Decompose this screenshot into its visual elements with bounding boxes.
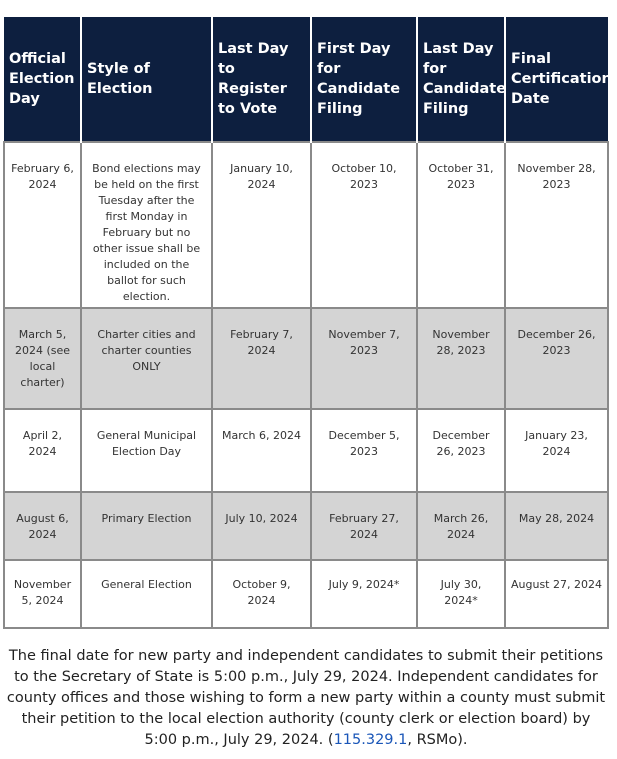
table-cell: Bond elections may be held on the first Tuesday after the first Monday in February but no other issue shall be included on the ballot for such election.: [81, 142, 212, 308]
table-cell: November 5, 2024: [4, 560, 81, 628]
table-header-row: [4, 17, 608, 142]
table-cell: General Municipal Election Day: [81, 409, 212, 492]
table-cell: February 7, 2024: [212, 308, 311, 409]
table-cell: February 27, 2024: [311, 492, 417, 560]
table-cell: January 10, 2024: [212, 142, 311, 308]
table-cell: November 28, 2023: [505, 142, 608, 308]
table-cell: Primary Election: [81, 492, 212, 560]
note-text-end: , RSMo).: [407, 732, 468, 748]
table-cell: December 26, 2023: [417, 409, 505, 492]
table-cell: March 26, 2024: [417, 492, 505, 560]
table-cell: February 6, 2024: [4, 142, 81, 308]
note-text: The final date for new party and independent candidates to submit their petitions to the Secretary of State is 5:00 p.m., July 29, 2024. Independent candidates for county offices and those wishing to form a new party within a county must submit their petition to the local election authority (county clerk or election board) by 5:00 p.m., July 29, 2024. (: [6, 648, 606, 748]
header-final-certification-date: Final Certification Date: [505, 17, 608, 142]
table-cell: July 30, 2024*: [417, 560, 505, 628]
table-row: [4, 308, 608, 409]
table-cell: December 5, 2023: [311, 409, 417, 492]
header-style-of-election: Style of Election: [81, 17, 212, 142]
table-cell: January 23, 2024: [505, 409, 608, 492]
header-last-day-candidate-filing: Last Day for Candidate Filing: [417, 17, 505, 142]
table-cell: October 10, 2023: [311, 142, 417, 308]
table-cell: March 6, 2024: [212, 409, 311, 492]
table-row: [4, 409, 608, 492]
table-cell: December 26, 2023: [505, 308, 608, 409]
table-cell: October 31, 2023: [417, 142, 505, 308]
table-cell: July 10, 2024: [212, 492, 311, 560]
header-last-day-to-register: Last Day to Register to Vote: [212, 17, 311, 142]
table-row: [4, 492, 608, 560]
table-cell: May 28, 2024: [505, 492, 608, 560]
table-cell: August 27, 2024: [505, 560, 608, 628]
table-row: [4, 560, 608, 628]
election-calendar-table: [3, 17, 612, 629]
table-cell: November 7, 2023: [311, 308, 417, 409]
table-cell: July 9, 2024*: [311, 560, 417, 628]
table-row: [4, 142, 608, 308]
filing-deadline-note: [6, 646, 606, 751]
header-first-day-candidate-filing: First Day for Candidate Filing: [311, 17, 417, 142]
table-cell: March 5, 2024 (see local charter): [4, 308, 81, 409]
header-official-election-day: Official Election Day: [4, 17, 81, 142]
table-cell: August 6, 2024: [4, 492, 81, 560]
table-cell: November 28, 2023: [417, 308, 505, 409]
table-cell: Charter cities and charter counties ONLY: [81, 308, 212, 409]
table-cell: April 2, 2024: [4, 409, 81, 492]
table-cell: October 9, 2024: [212, 560, 311, 628]
statute-link[interactable]: 115.329.1: [333, 732, 408, 748]
table-cell: General Election: [81, 560, 212, 628]
